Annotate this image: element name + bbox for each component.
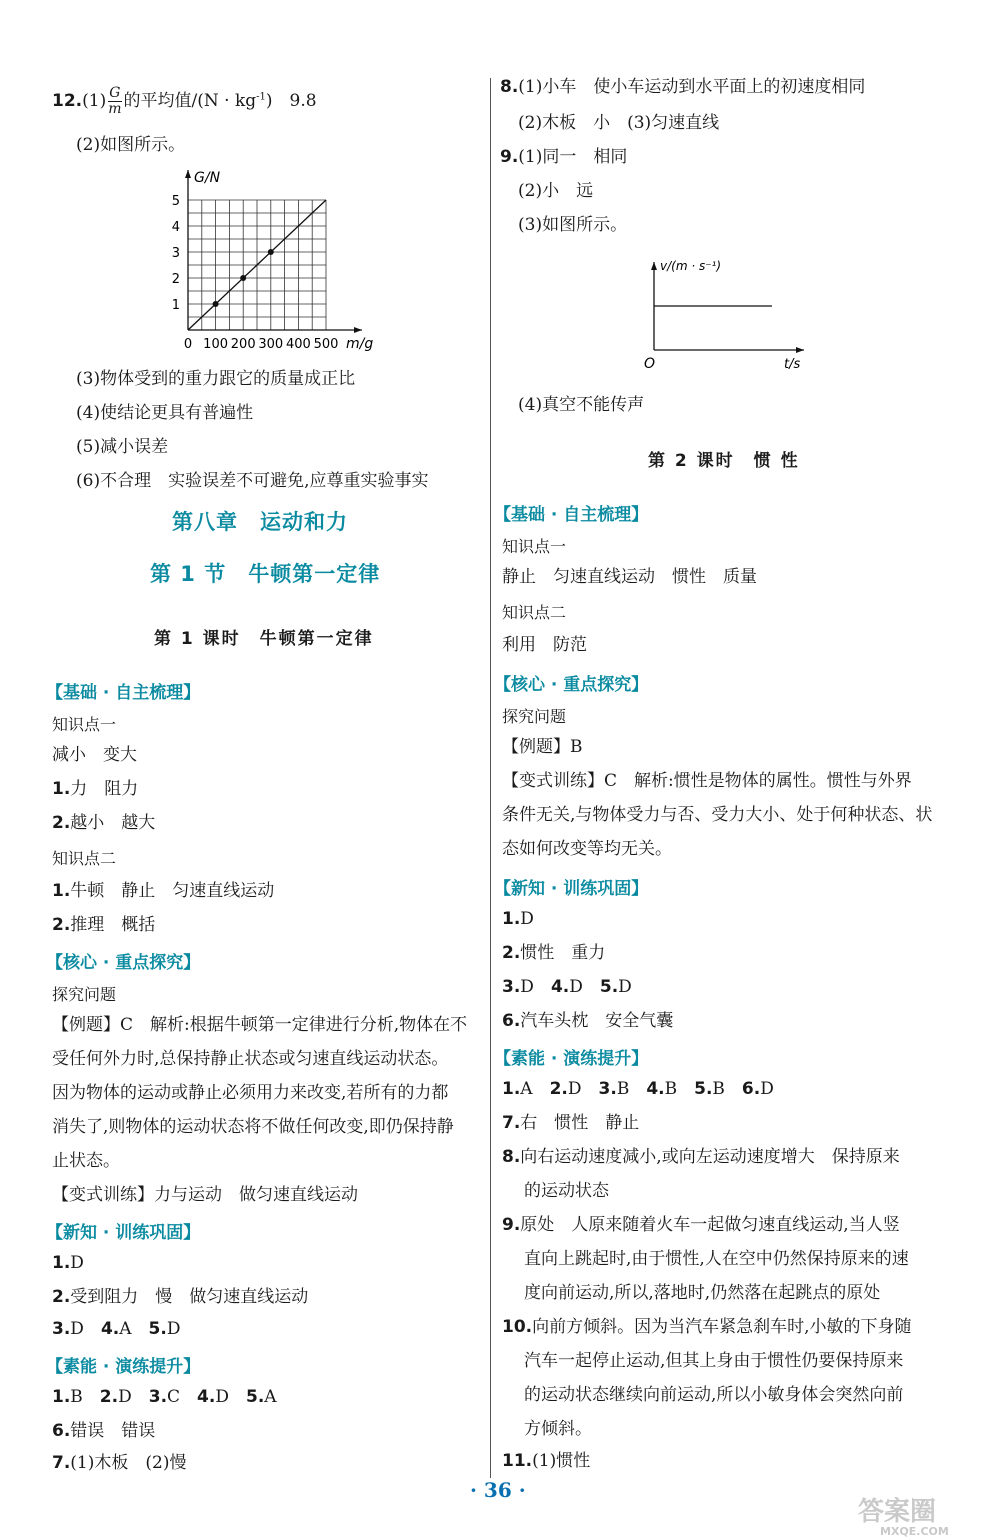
item-text: A — [520, 1079, 533, 1099]
y-axis-arrow — [651, 262, 657, 270]
x-axis-arrow — [354, 327, 362, 333]
example-line-5: 止状态。 — [52, 1151, 120, 1171]
item-text: D — [760, 1079, 774, 1099]
item-number: 4. — [100, 1319, 120, 1339]
q12-part3: (3)物体受到的重力跟它的质量成正比 — [76, 369, 356, 389]
item-text: D — [215, 1387, 229, 1407]
item-text: 惯性 重力 — [520, 943, 606, 963]
heading-skill-practice: 【素能 · 演练提升】 — [494, 1049, 649, 1069]
q12-number: 12. — [52, 91, 83, 111]
column-divider — [490, 78, 491, 1478]
unit-exponent: -1 — [256, 91, 266, 103]
new-items-3-5 — [502, 976, 632, 998]
data-point — [240, 275, 246, 281]
q12-part1-prefix: (1) — [82, 91, 107, 111]
item-text: B — [664, 1079, 678, 1099]
skill-items-1-6 — [502, 1078, 774, 1100]
item-text: 向右运动速度减小,或向左运动速度增大 保持原来 — [520, 1147, 900, 1167]
item-text: D — [520, 977, 534, 997]
example-text: B — [570, 737, 583, 757]
q12-part2: (2)如图所示。 — [76, 135, 186, 155]
item-number: 2. — [549, 1079, 568, 1099]
item-text: 右 惯性 静止 — [520, 1113, 640, 1133]
item-number: 2. — [52, 915, 71, 935]
y-tick-label: 4 — [171, 220, 180, 235]
item-number: 5. — [148, 1319, 167, 1339]
kp1-answer: 静止 匀速直线运动 惯性 质量 — [502, 567, 757, 587]
example-line-1 — [52, 1014, 467, 1036]
kp1-item-1 — [52, 778, 138, 800]
skill-item-10-line-3: 的运动状态继续向前运动,所以小敏身体会突然向前 — [524, 1385, 904, 1405]
item-text: D — [70, 1319, 84, 1339]
skill-item-7 — [502, 1112, 639, 1134]
knowledge-point-2: 知识点二 — [52, 849, 117, 868]
kp1-item-2 — [52, 812, 155, 834]
y-axis-arrow — [185, 170, 191, 178]
x-tick-label: 500 — [313, 337, 339, 352]
chapter-title: 第八章 运动和力 — [172, 510, 348, 534]
item-number: 9. — [502, 1215, 521, 1235]
example-text: C 解析:根据牛顿第一定律进行分析,物体在不 — [120, 1015, 468, 1035]
item-text: (1)木板 (2)慢 — [70, 1453, 187, 1473]
item-number: 3. — [502, 977, 521, 997]
knowledge-point-2: 知识点二 — [502, 603, 567, 622]
new-items-3-5 — [52, 1318, 180, 1340]
new-item-6 — [502, 1010, 673, 1032]
variant-training — [52, 1184, 358, 1206]
item-number: 5. — [694, 1079, 713, 1099]
item-text: (1)小车 使小车运动到水平面上的初速度相同 — [518, 77, 866, 97]
variant-line-1 — [502, 770, 912, 792]
q8-line-2: (2)木板 小 (3)匀速直线 — [518, 113, 720, 133]
skill-item-6 — [52, 1420, 155, 1442]
x-tick-label: 300 — [258, 337, 284, 352]
skill-item-8-line-2: 的运动状态 — [524, 1181, 609, 1201]
watermark-logo — [850, 1492, 992, 1538]
item-text: A — [119, 1319, 132, 1339]
q8-line-1 — [500, 76, 865, 98]
chart1-x-axis-label: m/g — [346, 336, 374, 352]
item-number: 4. — [646, 1079, 665, 1099]
heading-new-knowledge: 【新知 · 训练巩固】 — [46, 1223, 201, 1243]
data-point — [268, 249, 274, 255]
item-number: 9. — [500, 147, 519, 167]
kp2-item-2 — [52, 914, 155, 936]
example — [502, 736, 583, 758]
item-number: 5. — [599, 977, 619, 997]
example-line-3: 因为物体的运动或静止必须用力来改变,若所有的力都 — [52, 1083, 449, 1103]
lesson1-title: 第 1 课时 牛顿第一定律 — [154, 629, 374, 649]
item-text: D — [618, 977, 632, 997]
x-tick-label: 200 — [230, 337, 256, 352]
fraction-denominator: m — [108, 101, 122, 117]
heading-core-inquiry: 【核心 · 重点探究】 — [494, 675, 649, 695]
watermark-text: 答案圈 — [858, 1497, 937, 1527]
skill-item-8-line-1 — [502, 1146, 900, 1168]
item-number: 4. — [197, 1387, 216, 1407]
item-text: D — [166, 1319, 181, 1339]
item-number: 1. — [502, 909, 521, 929]
kp2-item-1 — [52, 880, 274, 902]
q12-part1 — [52, 86, 317, 117]
item-number: 3. — [148, 1387, 168, 1407]
y-tick-label: 5 — [171, 194, 180, 209]
item-number: 5. — [245, 1387, 265, 1407]
item-number: 1. — [52, 1253, 71, 1273]
item-text: 错误 错误 — [70, 1421, 156, 1441]
x-tick-label: 0 — [183, 337, 193, 352]
q12-unit-close: ) — [265, 91, 273, 111]
item-text: B — [70, 1387, 83, 1407]
watermark-url: MXQE.COM — [880, 1525, 949, 1538]
item-text: (1)惯性 — [532, 1451, 591, 1471]
new-item-2 — [52, 1286, 308, 1308]
item-number: 8. — [500, 77, 519, 97]
item-number: 3. — [598, 1079, 617, 1099]
item-text: 向前方倾斜。因为当汽车紧急刹车时,小敏的下身随 — [532, 1317, 912, 1337]
q12-part6: (6)不合理 实验误差不可避免,应尊重实验事实 — [76, 471, 429, 491]
item-number: 2. — [52, 813, 71, 833]
skill-item-9-line-2: 直向上跳起时,由于惯性,人在空中仍然保持原来的速 — [524, 1249, 909, 1269]
item-number: 2. — [502, 943, 521, 963]
chart2-x-axis-label: t/s — [784, 357, 801, 372]
item-number: 1. — [52, 1387, 71, 1407]
item-number: 1. — [502, 1079, 521, 1099]
item-text: B — [712, 1079, 725, 1099]
item-text: B — [616, 1079, 630, 1099]
example-label: 【例题】 — [502, 737, 570, 757]
lesson2-title: 第 2 课时 惯 性 — [648, 451, 800, 471]
kp2-answer: 利用 防范 — [502, 635, 587, 655]
section-title: 第 1 节 牛顿第一定律 — [150, 562, 381, 586]
variant-label: 【变式训练】 — [52, 1185, 154, 1205]
chart1-y-axis-label: G/N — [194, 170, 221, 186]
item-text: A — [264, 1387, 277, 1407]
y-tick-label: 2 — [171, 272, 180, 287]
heading-basic-review: 【基础 · 自主梳理】 — [494, 505, 649, 525]
item-text: D — [70, 1253, 84, 1273]
item-number: 7. — [52, 1453, 71, 1473]
g-over-m-fraction — [108, 86, 121, 117]
item-text: 力 阻力 — [70, 779, 139, 799]
fraction-numerator: G — [109, 85, 121, 101]
q12-unit-text: 的平均值/(N · kg — [123, 91, 257, 111]
q9-line-1 — [500, 146, 627, 168]
item-text: 推理 概括 — [70, 915, 156, 935]
skill-items-1-5 — [52, 1386, 277, 1408]
item-number: 4. — [550, 977, 570, 997]
variant-line-3: 态如何改变等均无关。 — [502, 839, 672, 859]
velocity-time-chart — [640, 250, 820, 380]
example-line-4: 消失了,则物体的运动状态将不做任何改变,即仍保持静 — [52, 1117, 454, 1137]
kp1-answer: 减小 变大 — [52, 745, 137, 765]
q12-answer-value: 9.8 — [289, 91, 317, 111]
item-text: 牛顿 静止 匀速直线运动 — [70, 881, 275, 901]
knowledge-point-1: 知识点一 — [52, 715, 117, 734]
x-tick-label: 100 — [203, 337, 229, 352]
item-number: 2. — [99, 1387, 119, 1407]
item-number: 10. — [502, 1317, 533, 1337]
new-item-1 — [52, 1252, 84, 1274]
new-item-2 — [502, 942, 605, 964]
y-tick-label: 1 — [171, 298, 180, 313]
skill-item-10-line-4: 方倾斜。 — [524, 1419, 592, 1439]
x-axis-arrow — [796, 347, 804, 353]
item-text: 越小 越大 — [70, 813, 156, 833]
item-number: 11. — [502, 1451, 533, 1471]
item-text: (1)同一 相同 — [518, 147, 628, 167]
heading-new-knowledge: 【新知 · 训练巩固】 — [494, 879, 649, 899]
skill-item-10-line-2: 汽车一起停止运动,但其上身由于惯性仍要保持原来 — [524, 1351, 904, 1371]
item-text: 汽车头枕 安全气囊 — [520, 1011, 674, 1031]
skill-item-11 — [502, 1450, 590, 1472]
item-text: D — [569, 977, 583, 997]
example-line-2: 受任何外力时,总保持静止状态或匀速直线运动状态。 — [52, 1049, 449, 1069]
item-text: 原处 人原来随着火车一起做匀速直线运动,当人竖 — [520, 1215, 900, 1235]
item-number: 3. — [52, 1319, 71, 1339]
q9-line-3: (3)如图所示。 — [518, 215, 628, 235]
item-number: 7. — [502, 1113, 521, 1133]
q12-part5: (5)减小误差 — [76, 437, 169, 457]
q12-part4: (4)使结论更具有普遍性 — [76, 403, 254, 423]
q9-line-2: (2)小 远 — [518, 181, 594, 201]
variant-label: 【变式训练】 — [502, 771, 604, 791]
variant-line-2: 条件无关,与物体受力与否、受力大小、处于何种状态、状 — [502, 805, 933, 825]
new-item-1 — [502, 908, 534, 930]
y-tick-label: 3 — [171, 246, 180, 261]
gravity-mass-chart — [160, 160, 390, 360]
data-point — [213, 301, 219, 307]
item-text: D — [118, 1387, 132, 1407]
item-text: C — [167, 1387, 181, 1407]
item-number: 1. — [52, 881, 71, 901]
skill-item-7 — [52, 1452, 186, 1474]
item-number: 6. — [52, 1421, 71, 1441]
item-text: 受到阻力 慢 做匀速直线运动 — [70, 1287, 309, 1307]
heading-basic-review: 【基础 · 自主梳理】 — [46, 683, 201, 703]
variant-text: C 解析:惯性是物体的属性。惯性与外界 — [604, 771, 912, 791]
inquiry-label: 探究问题 — [502, 707, 567, 726]
example-label: 【例题】 — [52, 1015, 120, 1035]
chart2-y-axis-label: v/(m · s⁻¹) — [660, 259, 722, 273]
variant-text: 力与运动 做匀速直线运动 — [154, 1185, 358, 1205]
chart1-tick-labels — [172, 194, 339, 352]
item-number: 6. — [741, 1079, 761, 1099]
x-tick-label: 400 — [285, 337, 311, 352]
heading-skill-practice: 【素能 · 演练提升】 — [46, 1357, 201, 1377]
knowledge-point-1: 知识点一 — [502, 537, 567, 556]
q9-line-4: (4)真空不能传声 — [518, 395, 645, 415]
item-number: 8. — [502, 1147, 521, 1167]
skill-item-10-line-1 — [502, 1316, 912, 1338]
chart2-origin-label: O — [644, 356, 656, 372]
chart2-axes — [651, 262, 804, 353]
item-number: 6. — [502, 1011, 521, 1031]
inquiry-label: 探究问题 — [52, 985, 117, 1004]
item-text: D — [567, 1079, 582, 1099]
item-text: D — [520, 909, 534, 929]
skill-item-9-line-3: 度向前运动,所以,落地时,仍然落在起跳点的原处 — [524, 1283, 881, 1303]
item-number: 1. — [52, 779, 71, 799]
item-number: 2. — [52, 1287, 71, 1307]
page-number: · 36 · — [470, 1478, 526, 1502]
heading-core-inquiry: 【核心 · 重点探究】 — [46, 953, 201, 973]
skill-item-9-line-1 — [502, 1214, 900, 1236]
